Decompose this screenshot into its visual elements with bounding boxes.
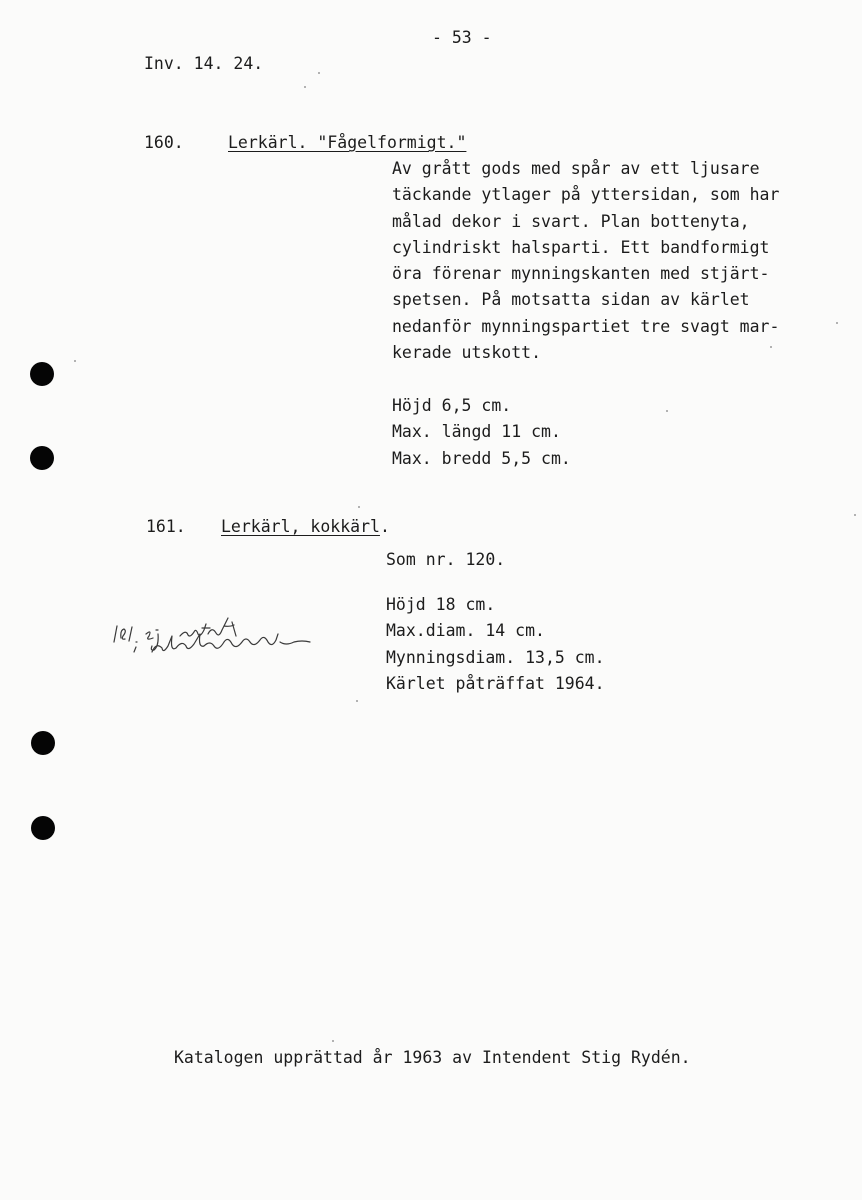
paper-speck (836, 322, 838, 324)
description-line: Av grått gods med spår av ett ljusare (392, 159, 760, 178)
description-line: öra förenar mynningskanten med stjärt- (392, 264, 770, 284)
punch-hole (30, 446, 54, 470)
measurement-line: Kärlet påträffat 1964. (386, 673, 605, 693)
paper-speck (358, 506, 360, 508)
description-line: kerade utskott. (392, 343, 542, 363)
entry-161-reference: Som nr. 120. (386, 550, 506, 569)
paper-speck (318, 72, 320, 74)
paper-speck (770, 346, 772, 348)
description-line: nedanför mynningspartiet tre svagt mar- (392, 316, 780, 336)
paper-speck (854, 514, 856, 516)
measurement-line: Max.diam. 14 cm. (386, 621, 545, 641)
catalogue-footer: Katalogen upprättad år 1963 av Intendent Stig Rydén. (174, 1048, 691, 1067)
inventory-number: Inv. 14. 24. (144, 54, 264, 73)
description-line: spetsen. På motsatta sidan av kärlet (392, 290, 750, 310)
measurement-line: Max. bredd 5,5 cm. (392, 448, 571, 468)
entry-161-title-wrap (221, 517, 390, 536)
paper-speck (356, 700, 358, 702)
entry-160-number: 160. (144, 133, 184, 152)
page-number: - 53 - (432, 28, 492, 47)
paper-speck (74, 360, 76, 362)
punch-hole (31, 731, 55, 755)
entry-161-title-period: . (379, 517, 390, 536)
description-line: täckande ytlager på yttersidan, som har (392, 185, 780, 205)
paper-speck (666, 410, 668, 412)
paper-speck (332, 1040, 334, 1042)
entry-160-title: Lerkärl. "Fågelformigt." (228, 133, 467, 152)
measurement-line: Höjd 18 cm. (386, 595, 496, 614)
entry-160-measurements (392, 393, 571, 472)
description-line: cylindriskt halsparti. Ett bandformigt (392, 237, 770, 257)
paper-speck (304, 86, 306, 88)
measurement-line: Höjd 6,5 cm. (392, 396, 512, 415)
measurement-line: Max. längd 11 cm. (392, 422, 561, 442)
entry-160-description (392, 156, 779, 366)
measurement-line: Mynningsdiam. 13,5 cm. (386, 647, 605, 667)
punch-hole (30, 362, 54, 386)
handwritten-note (108, 612, 314, 664)
punch-hole (31, 816, 55, 840)
entry-161-measurements (386, 592, 605, 697)
entry-161-number: 161. (146, 517, 186, 536)
description-line: målad dekor i svart. Plan bottenyta, (392, 211, 750, 231)
entry-161-title: Lerkärl, kokkärl (221, 517, 380, 536)
